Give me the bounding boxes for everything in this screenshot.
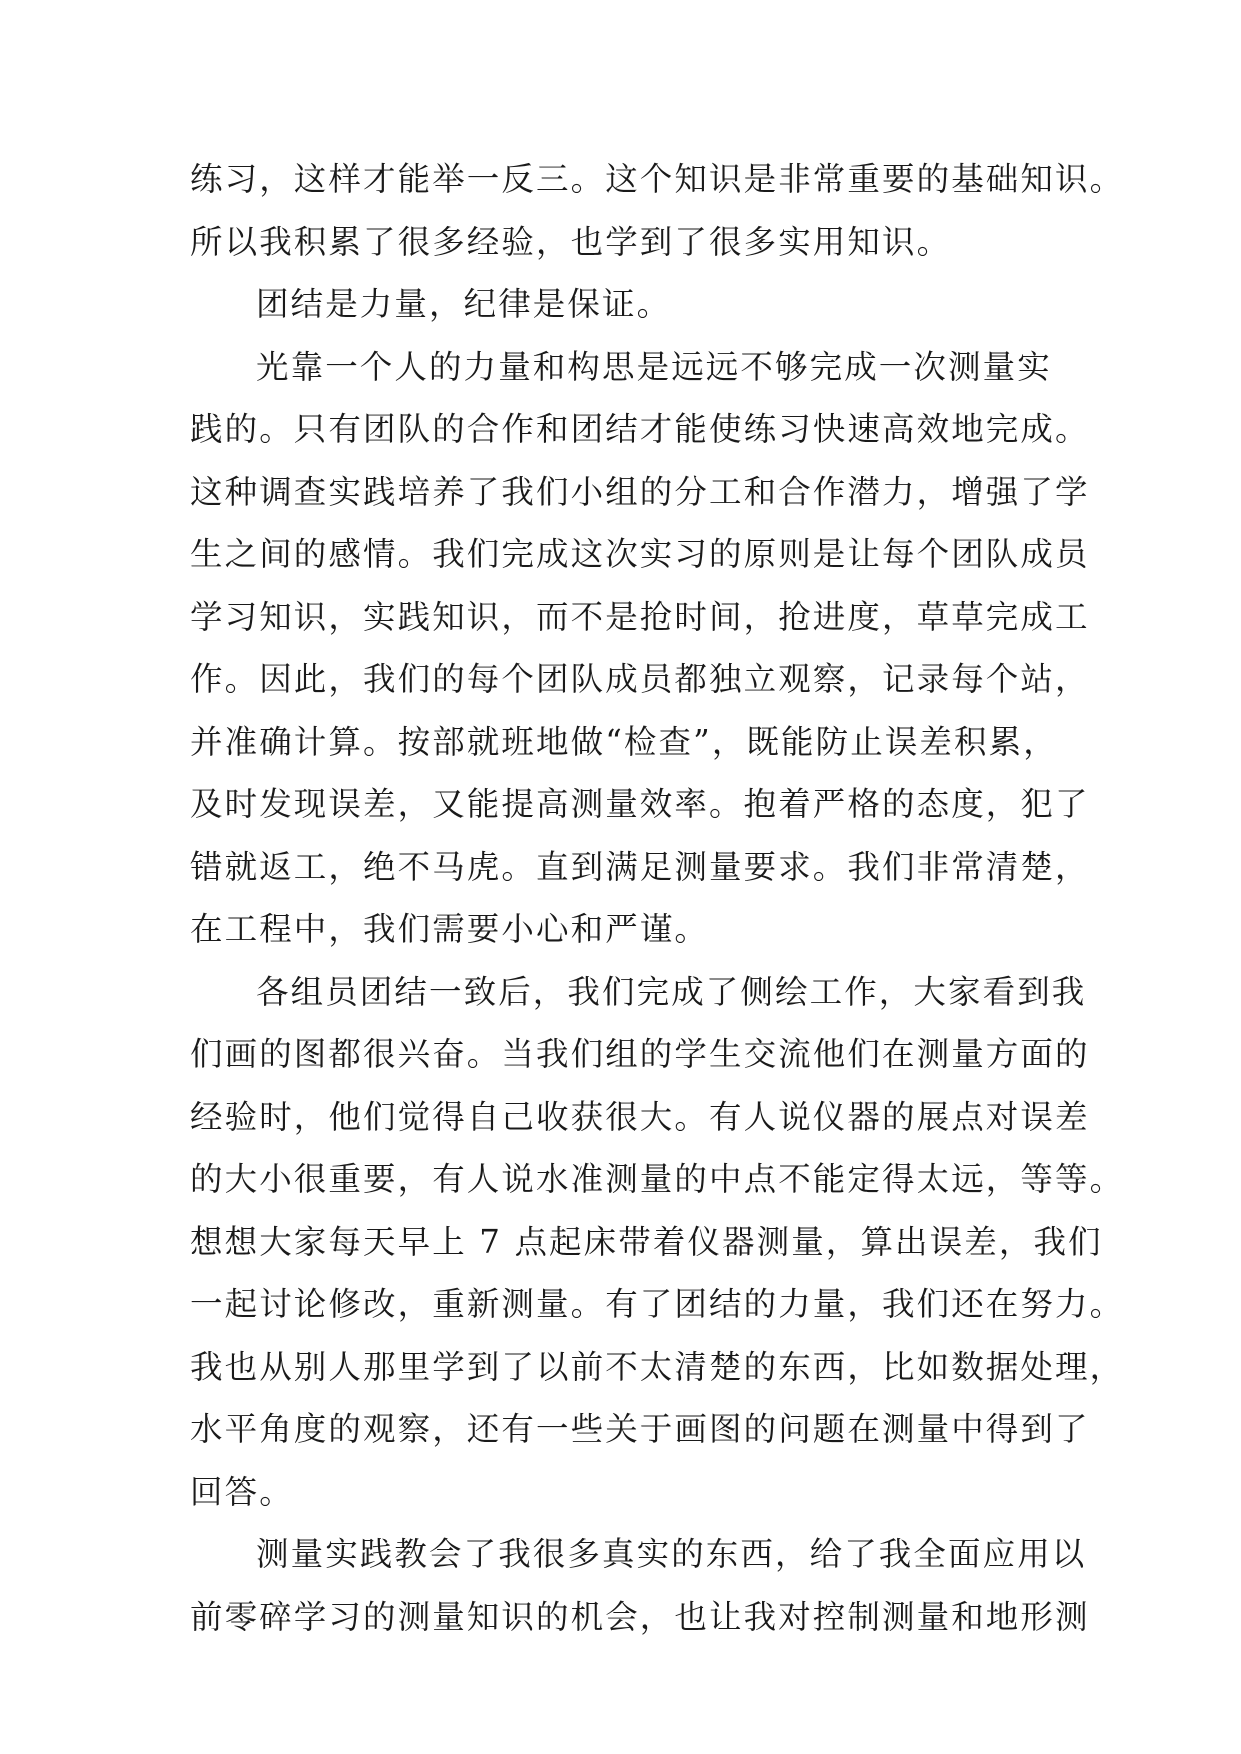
text-line: 及时发现误差，又能提高测量效率。抱着严格的态度，犯了 [190, 785, 1090, 823]
text-line: 作。因此，我们的每个团队成员都独立观察，记录每个站， [190, 660, 1090, 698]
text-line: 我也从别人那里学到了以前不太清楚的东西，比如数据处理， [190, 1347, 1125, 1386]
text-line: 所以我积累了很多经验，也学到了很多实用知识。 [190, 222, 952, 261]
text-line: 并准确计算。按部就班地做“检查”，既能防止误差积累， [190, 722, 1058, 761]
text-line: 测量实践教会了我很多真实的东西，给了我全面应用以 [256, 1535, 1087, 1573]
text-line: 水平角度的观察，还有一些关于画图的问题在测量中得到了 [190, 1410, 1090, 1448]
text-line: 错就返工，绝不马虎。直到满足测量要求。我们非常清楚， [190, 847, 1090, 886]
body-text [190, 148, 1125, 1648]
text-line: 团结是力量，纪律是保证。 [256, 285, 672, 323]
text-line: 回答。 [190, 1472, 294, 1511]
text-line: 生之间的感情。我们完成这次实习的原则是让每个团队成员 [190, 535, 1090, 573]
text-line: 在工程中，我们需要小心和严谨。 [190, 910, 710, 948]
text-line: 的大小很重要，有人说水准测量的中点不能定得太远，等等。 [190, 1160, 1125, 1198]
text-line: 想想大家每天早上 7 点起床带着仪器测量，算出误差，我们 [190, 1222, 1103, 1261]
text-line: 这种调查实践培养了我们小组的分工和合作潜力，增强了学 [190, 472, 1090, 511]
text-line: 各组员团结一致后，我们完成了侧绘工作，大家看到我 [256, 972, 1087, 1011]
text-line: 们画的图都很兴奋。当我们组的学生交流他们在测量方面的 [190, 1035, 1090, 1073]
text-line: 学习知识，实践知识，而不是抢时间，抢进度，草草完成工 [190, 597, 1090, 636]
text-line: 光靠一个人的力量和构思是远远不够完成一次测量实 [256, 347, 1052, 386]
text-line: 践的。只有团队的合作和团结才能使练习快速高效地完成。 [190, 410, 1090, 448]
text-line: 练习，这样才能举一反三。这个知识是非常重要的基础知识。 [190, 160, 1125, 198]
text-line: 一起讨论修改，重新测量。有了团结的力量，我们还在努力。 [190, 1285, 1125, 1323]
text-line: 前零碎学习的测量知识的机会，也让我对控制测量和地形测 [190, 1597, 1090, 1636]
text-line: 经验时，他们觉得自己收获很大。有人说仪器的展点对误差 [190, 1097, 1090, 1136]
